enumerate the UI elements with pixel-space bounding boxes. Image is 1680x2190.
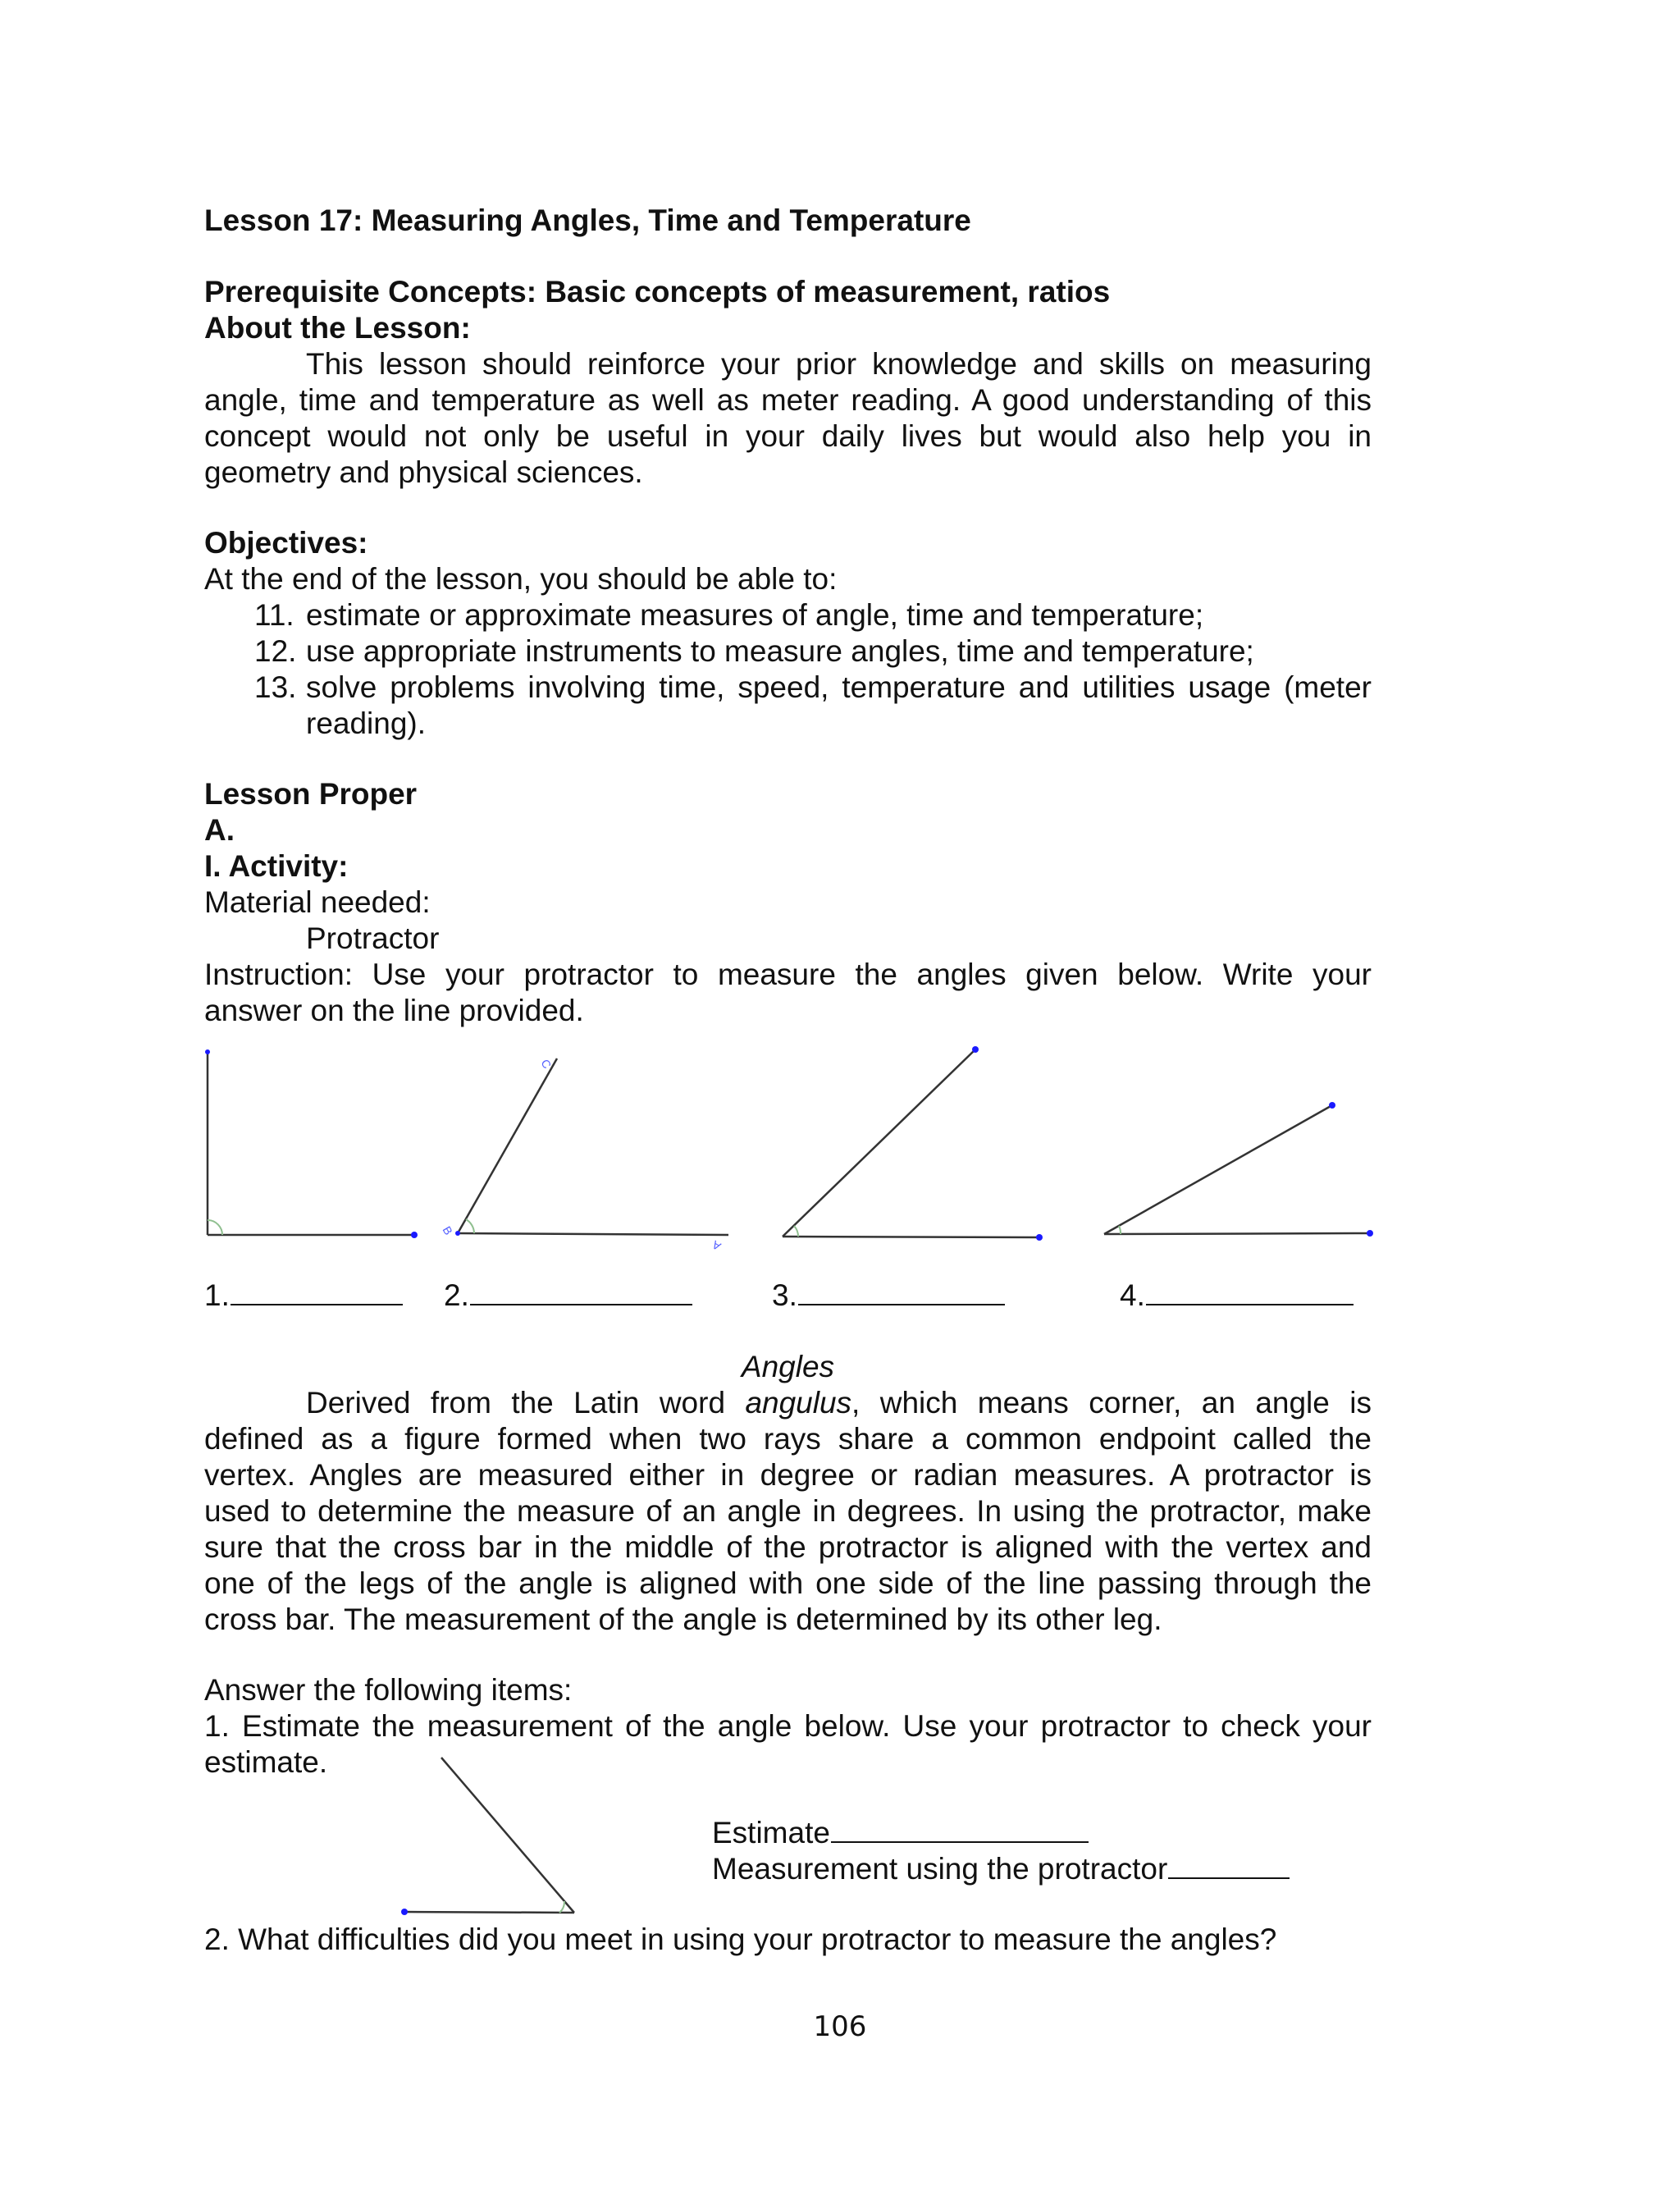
about-heading: About the Lesson: — [204, 311, 471, 345]
angles-line-1-post: , which means corner, an angle is — [851, 1386, 1372, 1420]
measurement-label: Measurement using the protractor — [712, 1852, 1168, 1886]
answer-1-blank[interactable] — [231, 1278, 403, 1305]
answer-3 — [772, 1278, 1005, 1314]
item-1-line-2: estimate. — [204, 1745, 328, 1779]
angles-line-3: vertex. Angles are measured either in degree or radian measures. A protractor is — [204, 1458, 1372, 1492]
estimate-row — [712, 1815, 1089, 1851]
angle-figure-3 — [783, 1046, 1043, 1241]
about-line-4: geometry and physical sciences. — [204, 455, 643, 489]
angles-term-angulus: angulus — [745, 1386, 852, 1420]
about-line-3: concept would not only be useful in your daily lives but would also help you in — [204, 419, 1372, 453]
angles-line-1-pre: Derived from the Latin word — [306, 1386, 746, 1420]
estimate-label: Estimate — [712, 1816, 830, 1849]
lesson-title: Lesson 17: Measuring Angles, Time and Temperature — [204, 203, 971, 237]
answer-heading: Answer the following items: — [204, 1673, 573, 1707]
instruction-line-1: Instruction: Use your protractor to measure the angles given below. Write your — [204, 958, 1372, 991]
estimate-blank[interactable] — [831, 1815, 1089, 1843]
material-item: Protractor — [306, 921, 440, 955]
estimate-angle-figure — [401, 1758, 574, 1915]
objectives-heading: Objectives: — [204, 526, 368, 560]
answer-3-blank[interactable] — [798, 1278, 1005, 1305]
angle-figure-1 — [205, 1049, 418, 1238]
answer-2-blank[interactable] — [470, 1278, 692, 1305]
angles-title: Angles — [741, 1350, 835, 1383]
item-2: 2. What difficulties did you meet in using your protractor to measure the angles? — [204, 1923, 1277, 1956]
angles-line-2: defined as a figure formed when two rays share a common endpoint called the — [204, 1422, 1372, 1456]
about-line-1: This lesson should reinforce your prior knowledge and skills on measuring — [306, 347, 1372, 381]
answer-4-label: 4. — [1120, 1278, 1145, 1312]
angles-line-5: sure that the cross bar in the middle of the protractor is aligned with the vertex and — [204, 1530, 1372, 1564]
angles-line-1 — [306, 1385, 1372, 1421]
objective-13-continuation: reading). — [306, 706, 427, 740]
angles-line-6: one of the legs of the angle is aligned with one side of the line passing through the — [204, 1566, 1372, 1600]
answer-4 — [1120, 1278, 1354, 1314]
figure-label-c: C — [538, 1057, 555, 1071]
answer-1-label: 1. — [204, 1278, 230, 1312]
measurement-blank[interactable] — [1168, 1851, 1290, 1879]
section-a: A. — [204, 813, 235, 847]
material-label: Material needed: — [204, 885, 431, 919]
answer-4-blank[interactable] — [1146, 1278, 1354, 1305]
page-number: 106 — [813, 2010, 867, 2043]
objective-11-number: 11. — [254, 598, 294, 632]
objective-11-text: estimate or approximate measures of angle, time and temperature; — [306, 598, 1204, 632]
answer-2-label: 2. — [444, 1278, 469, 1312]
objective-12-number: 12. — [254, 634, 297, 668]
answer-3-label: 3. — [772, 1278, 797, 1312]
objective-13-number: 13. — [254, 670, 297, 704]
figure-label-a: A — [710, 1237, 724, 1254]
measurement-row — [712, 1851, 1290, 1887]
figure-label-b: B — [440, 1223, 456, 1237]
angle-figure-4 — [1104, 1102, 1373, 1237]
answer-2 — [444, 1278, 692, 1314]
objective-13-text: solve problems involving time, speed, temperature and utilities usage (meter — [306, 670, 1372, 704]
item-1-line-1: 1. Estimate the measurement of the angle below. Use your protractor to check your — [204, 1709, 1372, 1743]
objectives-intro: At the end of the lesson, you should be able to: — [204, 562, 838, 596]
answer-1 — [204, 1278, 403, 1314]
about-line-2: angle, time and temperature as well as meter reading. A good understanding of this — [204, 383, 1372, 417]
angles-line-4: used to determine the measure of an angle in degrees. In using the protractor, make — [204, 1494, 1372, 1528]
angle-figure-2 — [455, 1058, 728, 1236]
prerequisite-concepts: Prerequisite Concepts: Basic concepts of measurement, ratios — [204, 275, 1111, 309]
angles-line-7: cross bar. The measurement of the angle is determined by its other leg. — [204, 1602, 1162, 1636]
objective-12-text: use appropriate instruments to measure angles, time and temperature; — [306, 634, 1254, 668]
instruction-line-2: answer on the line provided. — [204, 994, 584, 1027]
activity-heading: I. Activity: — [204, 849, 349, 883]
lesson-proper-heading: Lesson Proper — [204, 777, 418, 811]
